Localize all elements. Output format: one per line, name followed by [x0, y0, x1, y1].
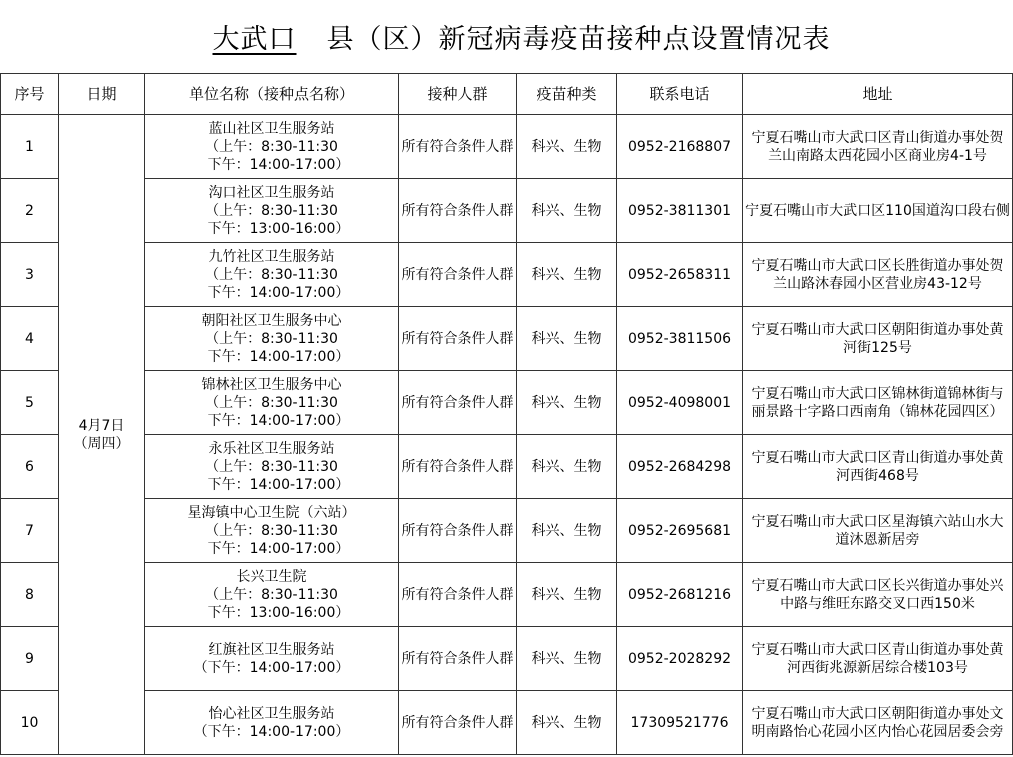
crowd-cell: 所有符合条件人群: [399, 115, 517, 179]
row-number: 10: [1, 691, 59, 755]
header-vaccine: 疫苗种类: [517, 74, 617, 115]
address-cell: 宁夏石嘴山市大武口区星海镇六站山水大道沐恩新居旁: [743, 499, 1013, 563]
address-cell: 宁夏石嘴山市大武口区青山街道办事处黄河西街兆源新居综合楼103号: [743, 627, 1013, 691]
phone-cell: 0952-2695681: [617, 499, 743, 563]
unit-hours-am: （上午：8:30-11:30: [205, 202, 338, 219]
unit-hours-am: （上午：8:30-11:30: [205, 330, 338, 347]
vaccination-sites-table: [0, 73, 1013, 755]
unit-hours-pm: （下午：14:00-17:00）: [193, 723, 350, 740]
unit-hours-am: （上午：8:30-11:30: [205, 266, 338, 283]
table-body: [1, 115, 1013, 755]
unit-hours-am: （上午：8:30-11:30: [205, 394, 338, 411]
title-suffix: 县（区）新冠病毒疫苗接种点设置情况表: [326, 24, 831, 55]
unit-cell: [145, 563, 399, 627]
header-date: 日期: [59, 74, 145, 115]
unit-cell: [145, 435, 399, 499]
table-row: [1, 627, 1013, 691]
unit-cell: [145, 371, 399, 435]
vaccine-cell: 科兴、生物: [517, 627, 617, 691]
unit-hours-am: （上午：8:30-11:30: [205, 138, 338, 155]
header-row: [1, 74, 1013, 115]
row-number: 1: [1, 115, 59, 179]
row-number: 5: [1, 371, 59, 435]
unit-hours-am: （上午：8:30-11:30: [205, 586, 338, 603]
row-number: 8: [1, 563, 59, 627]
phone-cell: 0952-4098001: [617, 371, 743, 435]
crowd-cell: 所有符合条件人群: [399, 179, 517, 243]
table-row: [1, 179, 1013, 243]
unit-name: 红旗社区卫生服务站: [208, 641, 335, 658]
address-cell: 宁夏石嘴山市大武口区110国道沟口段右侧: [743, 179, 1013, 243]
phone-cell: 0952-3811301: [617, 179, 743, 243]
header-address: 地址: [743, 74, 1013, 115]
unit-name: 永乐社区卫生服务站: [208, 440, 335, 457]
address-cell: 宁夏石嘴山市大武口区朝阳街道办事处黄河街125号: [743, 307, 1013, 371]
unit-hours-pm: 下午：13:00-16:00）: [207, 604, 350, 621]
unit-cell: [145, 179, 399, 243]
vaccine-cell: 科兴、生物: [517, 563, 617, 627]
table-row: [1, 243, 1013, 307]
row-number: 3: [1, 243, 59, 307]
header-no: 序号: [1, 74, 59, 115]
crowd-cell: 所有符合条件人群: [399, 243, 517, 307]
unit-cell: [145, 115, 399, 179]
address-cell: 宁夏石嘴山市大武口区长胜街道办事处贺兰山路沐春园小区营业房43-12号: [743, 243, 1013, 307]
table-row: [1, 307, 1013, 371]
unit-hours-pm: 下午：13:00-16:00）: [207, 220, 350, 237]
unit-hours-pm: 下午：14:00-17:00）: [207, 540, 350, 557]
unit-hours-pm: 下午：14:00-17:00）: [207, 156, 350, 173]
unit-cell: [145, 243, 399, 307]
crowd-cell: 所有符合条件人群: [399, 307, 517, 371]
date-cell: [59, 115, 145, 755]
date-line-1: 4月7日: [78, 417, 125, 434]
vaccine-cell: 科兴、生物: [517, 691, 617, 755]
unit-name: 星海镇中心卫生院（六站）: [187, 504, 356, 521]
crowd-cell: 所有符合条件人群: [399, 435, 517, 499]
table-row: [1, 499, 1013, 563]
unit-hours-am: （上午：8:30-11:30: [205, 458, 338, 475]
vaccine-cell: 科兴、生物: [517, 243, 617, 307]
vaccine-cell: 科兴、生物: [517, 307, 617, 371]
sheet-title: [183, 17, 831, 56]
vaccine-cell: 科兴、生物: [517, 435, 617, 499]
vaccine-cell: 科兴、生物: [517, 371, 617, 435]
unit-name: 九竹社区卫生服务站: [208, 248, 335, 265]
row-number: 4: [1, 307, 59, 371]
unit-name: 朝阳社区卫生服务中心: [201, 312, 342, 329]
unit-hours-am: （上午：8:30-11:30: [205, 522, 338, 539]
table-row: [1, 691, 1013, 755]
phone-cell: 17309521776: [617, 691, 743, 755]
row-number: 9: [1, 627, 59, 691]
address-cell: 宁夏石嘴山市大武口区青山街道办事处贺兰山南路太西花园小区商业房4-1号: [743, 115, 1013, 179]
unit-cell: [145, 307, 399, 371]
address-cell: 宁夏石嘴山市大武口区朝阳街道办事处文明南路怡心花园小区内怡心花园居委会旁: [743, 691, 1013, 755]
unit-cell: [145, 627, 399, 691]
table-row: [1, 115, 1013, 179]
table-row: [1, 435, 1013, 499]
unit-hours-pm: 下午：14:00-17:00）: [207, 348, 350, 365]
crowd-cell: 所有符合条件人群: [399, 371, 517, 435]
crowd-cell: 所有符合条件人群: [399, 499, 517, 563]
unit-cell: [145, 499, 399, 563]
unit-name: 沟口社区卫生服务站: [208, 184, 335, 201]
phone-cell: 0952-3811506: [617, 307, 743, 371]
header-crowd: 接种人群: [399, 74, 517, 115]
address-cell: 宁夏石嘴山市大武口区锦林街道锦林街与丽景路十字路口西南角（锦林花园四区）: [743, 371, 1013, 435]
unit-name: 长兴卫生院: [236, 568, 307, 585]
unit-name: 怡心社区卫生服务站: [208, 705, 335, 722]
vaccine-cell: 科兴、生物: [517, 179, 617, 243]
unit-name: 锦林社区卫生服务中心: [201, 376, 342, 393]
table-row: [1, 563, 1013, 627]
phone-cell: 0952-2168807: [617, 115, 743, 179]
crowd-cell: 所有符合条件人群: [399, 627, 517, 691]
address-cell: 宁夏石嘴山市大武口区青山街道办事处黄河西街468号: [743, 435, 1013, 499]
header-unit: 单位名称（接种点名称）: [145, 74, 399, 115]
unit-hours-pm: 下午：14:00-17:00）: [207, 284, 350, 301]
unit-hours-pm: （下午：14:00-17:00）: [193, 659, 350, 676]
address-cell: 宁夏石嘴山市大武口区长兴街道办事处兴中路与维旺东路交叉口西150米: [743, 563, 1013, 627]
phone-cell: 0952-2681216: [617, 563, 743, 627]
vaccine-cell: 科兴、生物: [517, 499, 617, 563]
date-line-2: （周四）: [73, 435, 130, 452]
row-number: 6: [1, 435, 59, 499]
unit-hours-pm: 下午：14:00-17:00）: [207, 476, 350, 493]
crowd-cell: 所有符合条件人群: [399, 691, 517, 755]
row-number: 7: [1, 499, 59, 563]
unit-cell: [145, 691, 399, 755]
phone-cell: 0952-2684298: [617, 435, 743, 499]
unit-name: 蓝山社区卫生服务站: [208, 120, 335, 137]
unit-hours-pm: 下午：14:00-17:00）: [207, 412, 350, 429]
header-phone: 联系电话: [617, 74, 743, 115]
phone-cell: 0952-2028292: [617, 627, 743, 691]
phone-cell: 0952-2658311: [617, 243, 743, 307]
table-row: [1, 371, 1013, 435]
title-district: 大武口: [212, 24, 297, 55]
vaccine-cell: 科兴、生物: [517, 115, 617, 179]
title-bar: [0, 0, 1013, 73]
row-number: 2: [1, 179, 59, 243]
crowd-cell: 所有符合条件人群: [399, 563, 517, 627]
